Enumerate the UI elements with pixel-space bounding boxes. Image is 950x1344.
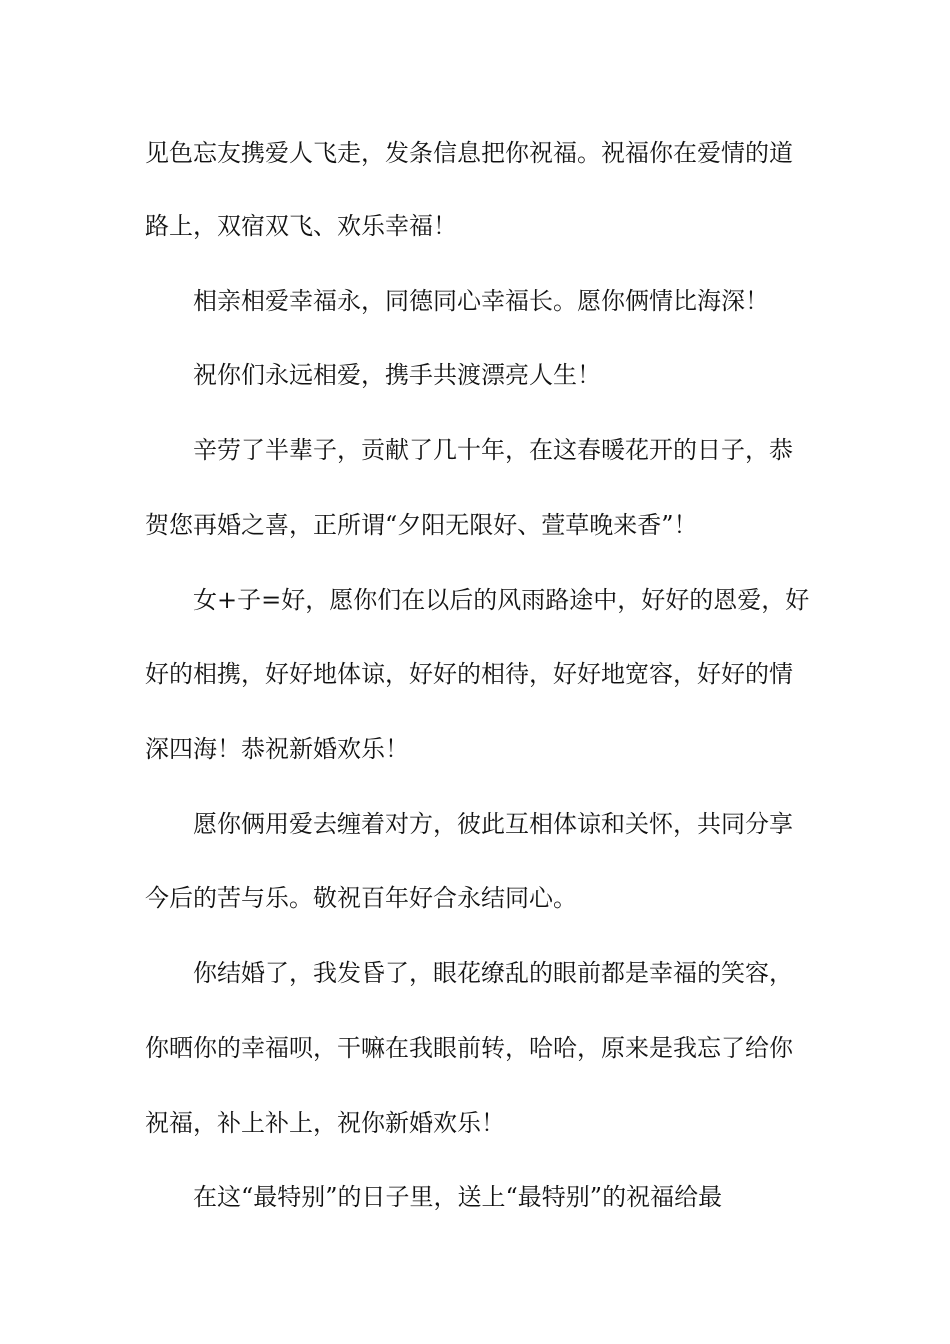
- paragraph-first-line: 祝你们永远相爱，携手共渡漂亮人生！: [193, 361, 601, 389]
- paragraph-first-line: 相亲相爱幸福永，同德同心幸福长。愿你俩情比海深！: [193, 287, 769, 315]
- text-line: 路上，双宿双飞、欢乐幸福！: [145, 212, 457, 240]
- paragraph-first-line: 辛劳了半辈子，贡献了几十年，在这春暖花开的日子，恭: [193, 436, 793, 464]
- text-line: 祝福，补上补上，祝你新婚欢乐！: [145, 1109, 505, 1137]
- text-line: 今后的苦与乐。敬祝百年好合永结同心。: [145, 884, 577, 912]
- paragraph-first-line: 女+子=好，愿你们在以后的风雨路途中，好好的恩爱，好: [193, 586, 810, 614]
- text-line: 深四海！恭祝新婚欢乐！: [145, 735, 409, 763]
- paragraph-first-line: 在这“最特别”的日子里，送上“最特别”的祝福给最: [193, 1183, 723, 1211]
- paragraph-first-line: 你结婚了，我发昏了，眼花缭乱的眼前都是幸福的笑容，: [193, 959, 793, 987]
- text-line: 好的相携，好好地体谅，好好的相待，好好地宽容，好好的情: [145, 660, 793, 688]
- text-line: 你晒你的幸福呗，干嘛在我眼前转，哈哈，原来是我忘了给你: [145, 1034, 793, 1062]
- text-line: 见色忘友携爱人飞走，发条信息把你祝福。祝福你在爱情的道: [145, 139, 793, 167]
- paragraph-first-line: 愿你俩用爱去缠着对方，彼此互相体谅和关怀，共同分享: [193, 810, 793, 838]
- text-line: 贺您再婚之喜，正所谓“夕阳无限好、萱草晚来香”！: [145, 511, 698, 539]
